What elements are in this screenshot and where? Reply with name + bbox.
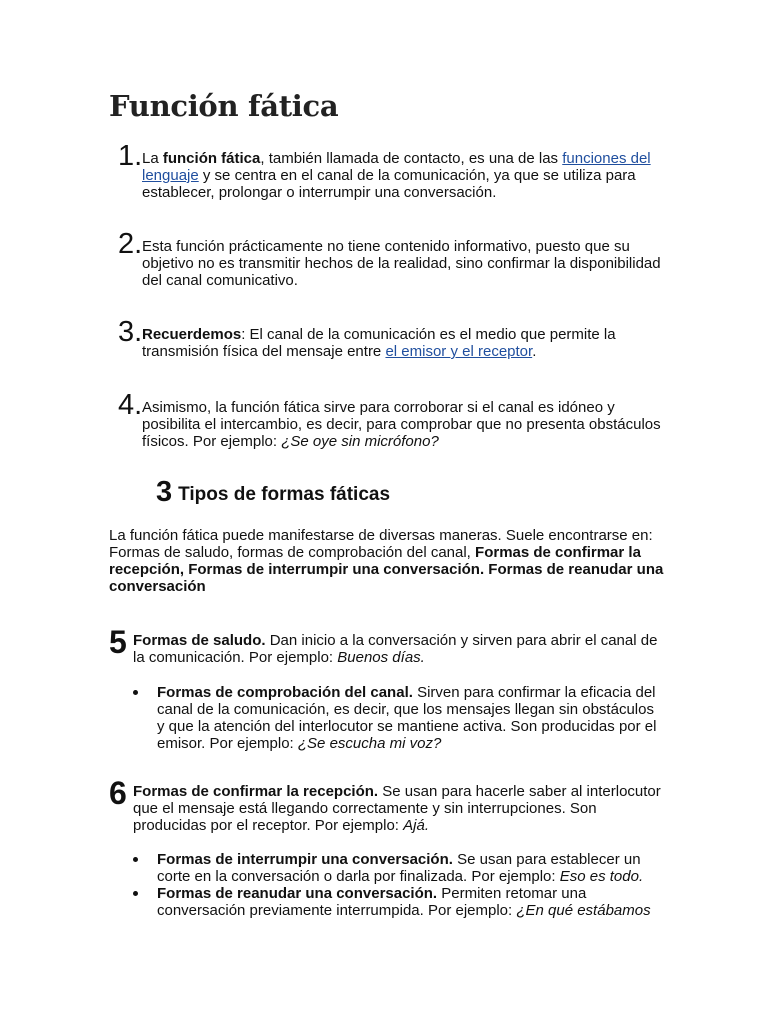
example-text: ¿En qué estábamos	[516, 902, 651, 919]
bold-term: Formas de comprobación del canal.	[157, 684, 413, 701]
bold-term: función fática	[162, 150, 261, 167]
text-run: , también llamada de contacto, es una de las	[260, 150, 563, 167]
section-number: 6	[109, 775, 127, 811]
text-run: Permiten retomar una conversación previamente interrumpida. Por ejemplo:	[157, 885, 587, 919]
page-title: Función fática	[109, 89, 339, 123]
text-run: y se centra en el canal de la comunicación, ya que se utiliza para establecer, prolongar o interrumpir una conversación.	[142, 167, 636, 201]
emisor-receptor-link[interactable]: el emisor y el receptor	[385, 343, 533, 360]
example-text: ¿Se oye sin micrófono?	[281, 433, 439, 450]
heading-number: 3	[156, 476, 173, 508]
text-run: Asimismo, la función fática sirve para corroborar si el canal es idóneo y posibilita el intercambio, es decir, para comprobar que no presenta obstáculos físicos. Por ejemplo:	[142, 399, 661, 450]
bullet-dot	[133, 690, 138, 695]
bold-term: Formas de reanudar una conversación.	[157, 885, 438, 902]
example-text: Buenos días.	[337, 649, 425, 666]
text-run: Se usan para establecer un corte en la conversación o darla por finalizada. Por ejemplo:	[157, 851, 641, 885]
example-text: Eso es todo.	[559, 868, 644, 885]
bold-term: Formas de saludo.	[133, 632, 266, 649]
intro-paragraph	[109, 527, 664, 595]
text-run: La	[142, 150, 163, 167]
bullet-dot	[133, 857, 138, 862]
bold-text: Formas de confirmar la recepción, Formas de interrumpir una conversación. Formas de reanudar una conversación	[109, 544, 664, 595]
list-item-text	[142, 150, 662, 201]
bold-term: Formas de interrumpir una conversación.	[157, 851, 453, 868]
bullet-list	[133, 851, 663, 919]
text-run: Dan inicio a la conversación y sirven para abrir el canal de la comunicación. Por ejemplo:	[133, 632, 658, 666]
text-run: Se usan para hacerle saber al interlocutor que el mensaje está llegando correctamente y sin interrupciones. Son producidas por el receptor. Por ejemplo:	[133, 783, 661, 834]
example-text: Ajá.	[403, 817, 430, 834]
text-run: : El canal de la comunicación es el medio que permite la transmisión física del mensaje entre	[142, 326, 616, 360]
text-run: .	[532, 343, 537, 360]
section-heading	[156, 476, 390, 511]
bullet-item	[133, 851, 663, 885]
section-text	[133, 783, 663, 834]
example-text: ¿Se escucha mi voz?	[297, 735, 442, 752]
list-number: 2.	[118, 228, 143, 260]
list-number: 3.	[118, 316, 143, 348]
section-number: 5	[109, 624, 127, 660]
list-item-text	[142, 238, 662, 289]
funciones-del-lenguaje-link[interactable]: funciones del lenguaje	[142, 150, 651, 184]
text-run: Esta función prácticamente no tiene contenido informativo, puesto que su objetivo no es transmitir hechos de la realidad, sino confirmar la disponibilidad del canal comunicativo.	[142, 238, 661, 289]
bullet-item	[133, 684, 663, 752]
list-number: 1.	[118, 140, 143, 172]
list-item-text	[142, 326, 662, 360]
list-number: 4.	[118, 389, 143, 421]
bold-term: Recuerdemos	[142, 326, 242, 343]
list-item-text	[142, 399, 662, 450]
text-run: Sirven para confirmar la eficacia del canal de la comunicación, es decir, que los mensajes llegan sin obstáculos y que la atención del interlocutor se mantiene activa. Son producidas por el emisor. Por ejemplo:	[157, 684, 657, 752]
section-text	[133, 632, 663, 666]
bullet-list	[133, 684, 663, 752]
text-run: La función fática puede manifestarse de diversas maneras. Suele encontrarse en: Formas de saludo, formas de comprobación del canal,	[109, 527, 653, 561]
bullet-dot	[133, 891, 138, 896]
bullet-item	[133, 885, 663, 919]
heading-text: Tipos de formas fáticas	[178, 484, 391, 505]
bold-term: Formas de confirmar la recepción.	[133, 783, 379, 800]
